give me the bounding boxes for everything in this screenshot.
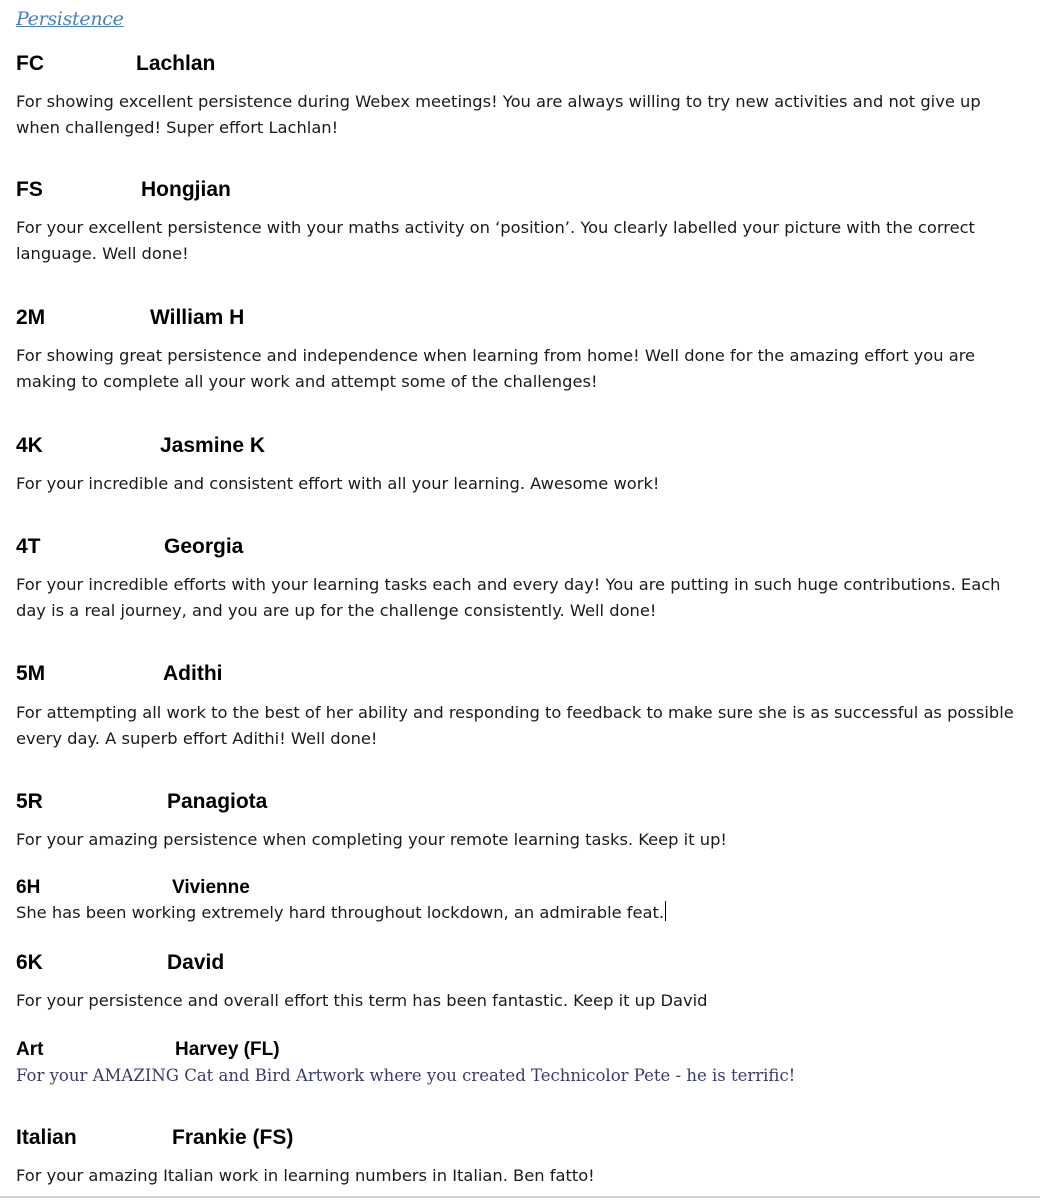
text-cursor	[665, 901, 666, 921]
class-code: 6H	[16, 877, 41, 898]
award-description-text: She has been working extremely hard throughout lockdown, an admirable feat.	[16, 903, 665, 922]
class-code: 4T	[16, 535, 41, 558]
section-heading-link[interactable]: Persistence	[16, 8, 124, 30]
class-code: 5M	[16, 662, 46, 685]
award-description: For your excellent persistence with your maths activity on ‘position’. You clearly labelled your picture with the correct language. Well done!	[16, 218, 975, 263]
student-name: Georgia	[164, 535, 244, 558]
student-name: William H	[150, 306, 245, 329]
student-name: Hongjian	[141, 178, 231, 201]
page-bottom-edge	[0, 1196, 1040, 1198]
student-name: Lachlan	[136, 52, 216, 75]
student-name: Panagiota	[167, 790, 268, 813]
award-description: For your amazing Italian work in learning numbers in Italian. Ben fatto!	[16, 1166, 595, 1185]
award-description: For your incredible and consistent effort with all your learning. Awesome work!	[16, 474, 660, 493]
award-description[interactable]	[16, 900, 1016, 926]
student-name: Vivienne	[172, 877, 250, 898]
award-description: For your amazing persistence when completing your remote learning tasks. Keep it up!	[16, 830, 727, 849]
award-description: For your AMAZING Cat and Bird Artwork where you created Technicolor Pete - he is terrific!	[16, 1066, 796, 1085]
student-name: Harvey (FL)	[175, 1039, 280, 1060]
class-code: 6K	[16, 951, 43, 974]
student-name: Adithi	[163, 662, 223, 685]
award-description: For showing excellent persistence during Webex meetings! You are always willing to try new activities and not give up when challenged! Super effort Lachlan!	[16, 92, 981, 137]
award-description: For your persistence and overall effort this term has been fantastic. Keep it up David	[16, 991, 708, 1010]
class-code: 4K	[16, 434, 43, 457]
award-description: For your incredible efforts with your learning tasks each and every day! You are putting in such huge contributions. Each day is a real journey, and you are up for the challenge consistently. Well done!	[16, 575, 1001, 620]
class-code: FS	[16, 178, 43, 201]
award-description: For attempting all work to the best of her ability and responding to feedback to make sure she is as successful as possible every day. A superb effort Adithi! Well done!	[16, 703, 1014, 748]
class-code: Italian	[16, 1126, 77, 1149]
class-code: 2M	[16, 306, 46, 329]
class-code: 5R	[16, 790, 43, 813]
class-code: Art	[16, 1039, 44, 1060]
award-description: For showing great persistence and independence when learning from home! Well done for the amazing effort you are making to complete all your work and attempt some of the challenges!	[16, 346, 976, 391]
class-code: FC	[16, 52, 44, 75]
student-name: Frankie (FS)	[172, 1126, 294, 1149]
student-name: David	[167, 951, 225, 974]
student-name: Jasmine K	[160, 434, 266, 457]
